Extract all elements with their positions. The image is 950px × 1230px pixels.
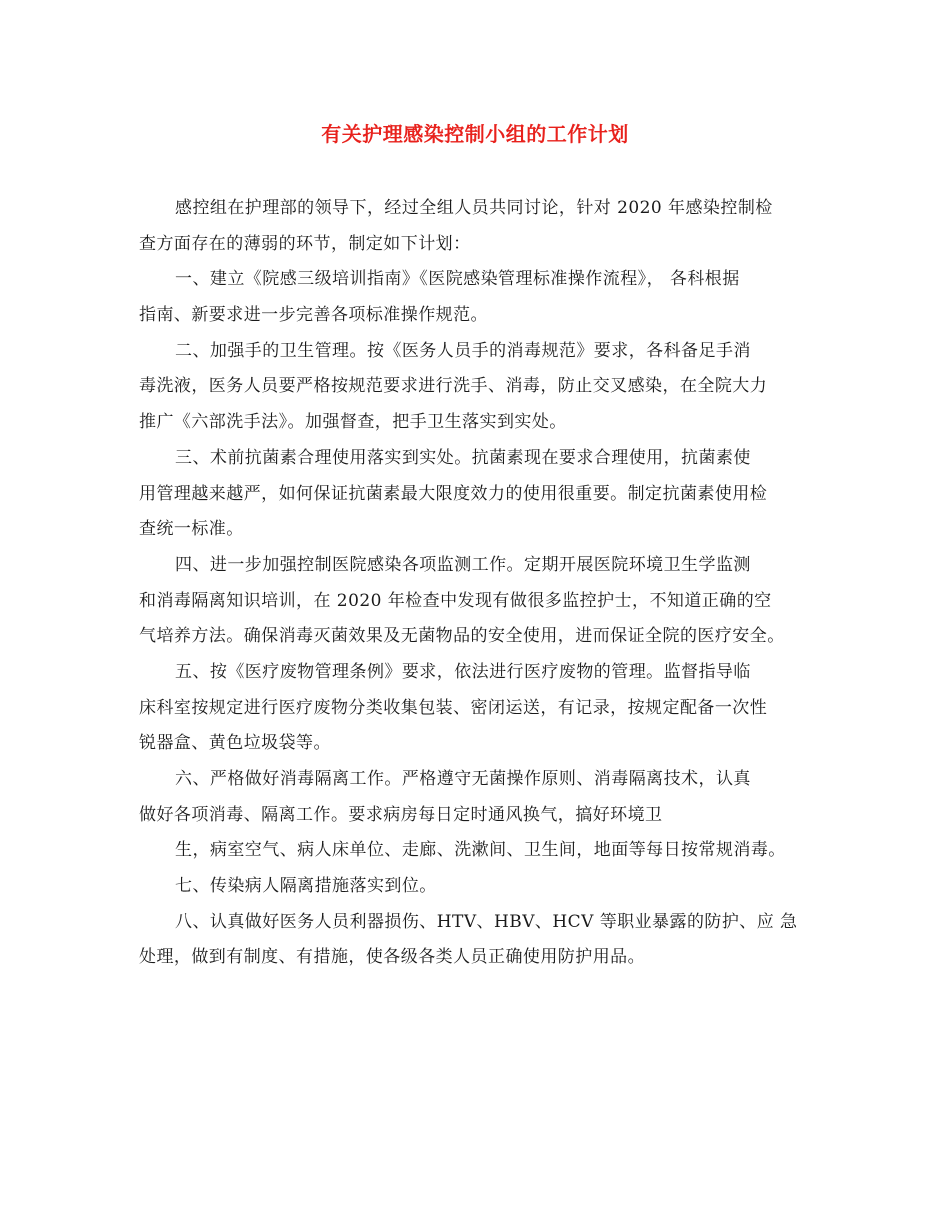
text-line: 感控组在护理部的领导下，经过全组人员共同讨论，针对 2020 年感染控制检 [175,198,773,218]
text-line: 生，病室空气、病人床单位、走廊、洗漱间、卫生间，地面等每日按常规消毒。 [175,840,786,861]
text-line: 七、传染病人隔离措施落实到位。 [175,876,437,897]
text-line: 八、认真做好医务人员利器损伤、HTV、HBV、HCV 等职业暴露的防护、应 急 [175,911,798,932]
text-line: 用管理越来越严，如何保证抗菌素最大限度效力的使用很重要。制定抗菌素使用检 [139,483,768,504]
text-line: 毒洗液，医务人员要严格按规范要求进行洗手、消毒，防止交叉感染，在全院大力 [139,376,768,397]
text-line: 气培养方法。确保消毒灭菌效果及无菌物品的安全使用，进而保证全院的医疗安全。 [139,626,785,647]
text-line: 查方面存在的薄弱的环节，制定如下计划： [139,233,471,254]
text-line: 处理，做到有制度、有措施，使各级各类人员正确使用防护用品。 [139,947,646,968]
text-line: 二、加强手的卫生管理。按《医务人员手的消毒规范》要求，各科备足手消 [175,340,751,361]
text-line: 六、严格做好消毒隔离工作。严格遵守无菌操作原则、消毒隔离技术，认真 [175,769,751,789]
text-line: 查统一标准。 [139,519,244,540]
text-line: 锐器盒、黄色垃圾袋等。 [139,733,331,754]
document-body [139,191,815,976]
text-line: 一、建立《院感三级培训指南》《医院感染管理标准操作流程》， 各科根据 [175,269,740,290]
text-line: 床科室按规定进行医疗废物分类收集包装、密闭运送，有记录，按规定配备一次性 [139,697,768,718]
text-line: 推广《六部洗手法》。加强督查，把手卫生落实到实处。 [139,412,567,433]
text-line: 指南、新要求进一步完善各项标准操作规范。 [139,305,488,326]
text-line: 做好各项消毒、隔离工作。要求病房每日定时通风换气，搞好环境卫 [139,804,663,825]
text-line: 四、进一步加强控制医院感染各项监测工作。定期开展医院环境卫生学监测 [175,554,751,575]
document-title: 有关护理感染控制小组的工作计划 [321,122,629,146]
text-line: 三、术前抗菌素合理使用落实到实处。抗菌素现在要求合理使用，抗菌素使 [175,447,751,468]
text-line: 五、按《医疗废物管理条例》要求，依法进行医疗废物的管理。监督指导临 [175,661,751,682]
text-line: 和消毒隔离知识培训，在 2020 年检查中发现有做很多监控护士，不知道正确的空 [139,590,772,611]
